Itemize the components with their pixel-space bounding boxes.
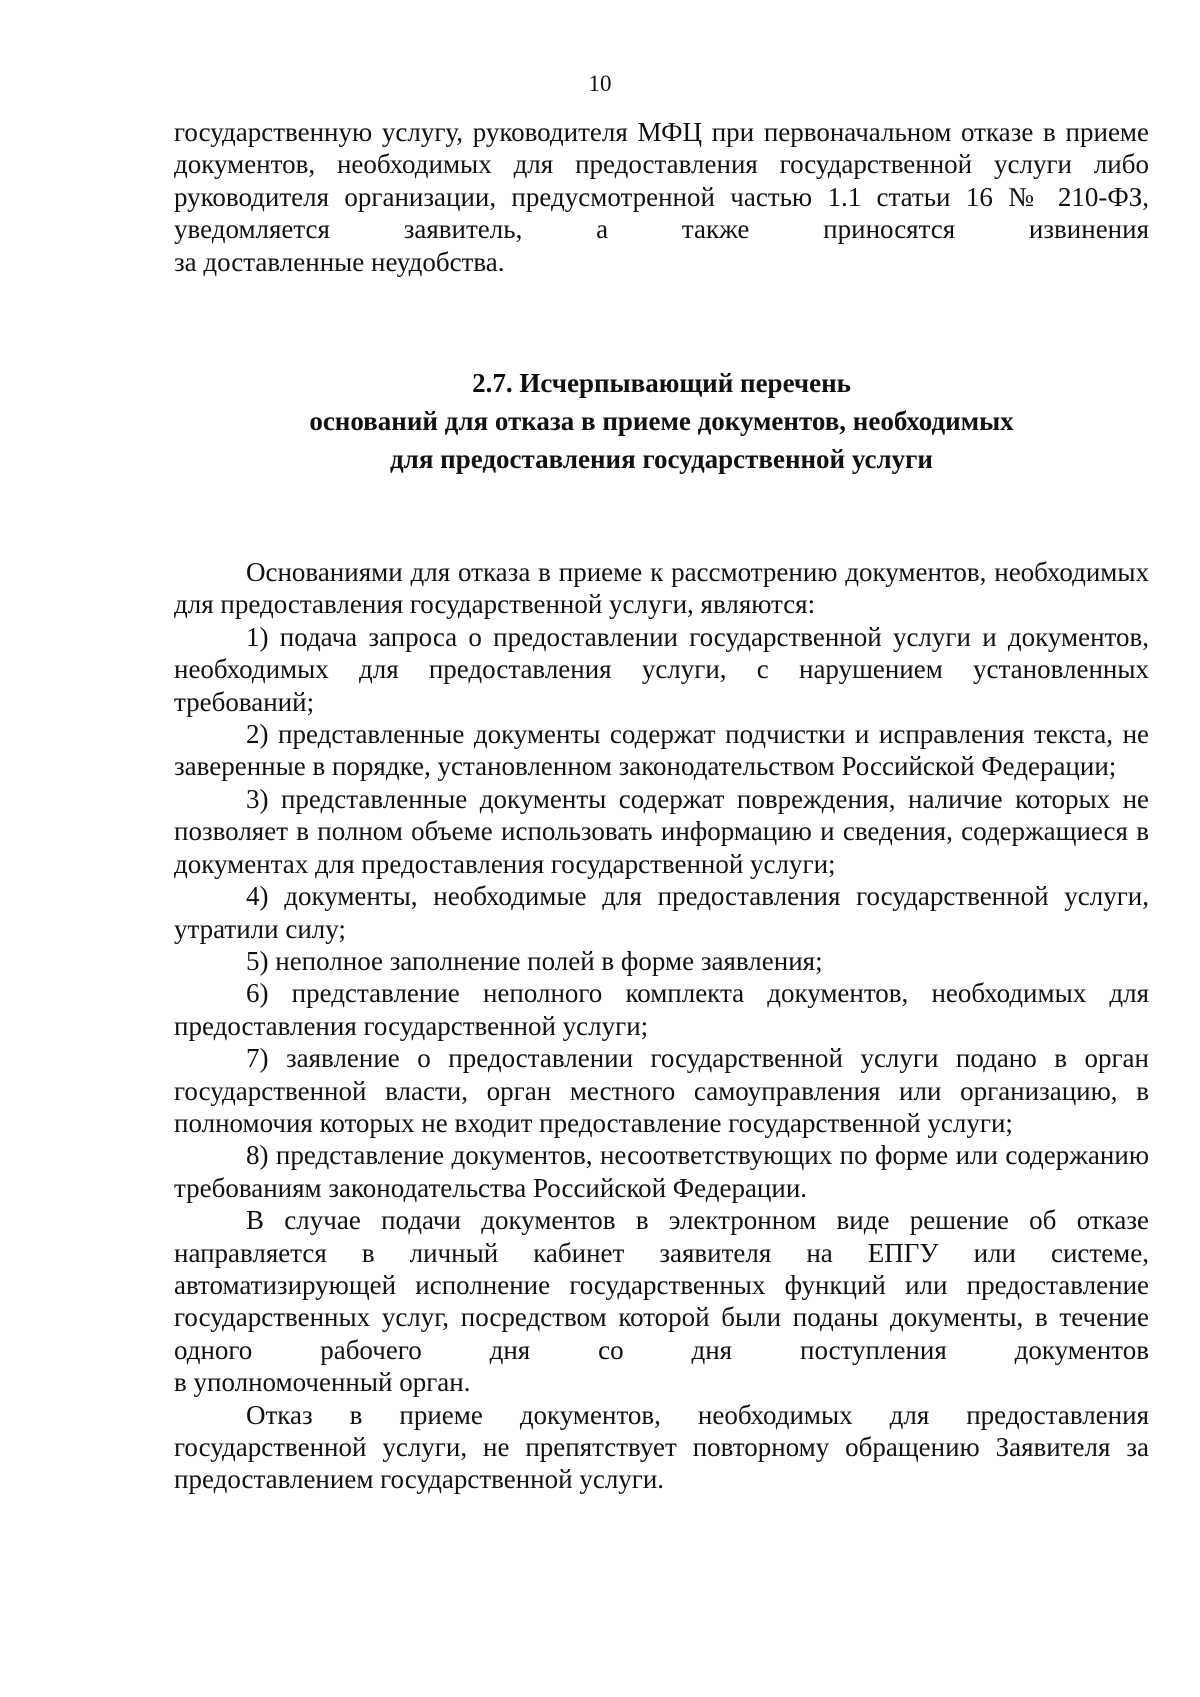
list-item-2: 2) представленные документы содержат подчистки и исправления текста, не заверенные в порядке, установленном законодательством Российской Федерации; (174, 719, 1149, 782)
section-heading-line-2: оснований для отказа в приеме документов, необходимых (309, 406, 1014, 437)
intro-paragraph-tail: за доставленные неудобства. (174, 246, 505, 277)
list-item-6: 6) представление неполного комплекта документов, необходимых для предоставления государственной услуги; (174, 978, 1149, 1041)
list-item-5: 5) неполное заполнение полей в форме заявления; (246, 945, 823, 976)
list-item-7: 7) заявление о предоставлении государственной услуги подано в орган государственной власти, орган местного самоуправления или организацию, в полномочия которых не входит предоставление государственной услуги; (174, 1043, 1149, 1138)
section-heading-line-3: для предоставления государственной услуги (390, 444, 933, 475)
list-item-1: 1) подача запроса о предоставлении государственной услуги и документов, необходимых для предоставления услуги, с нарушением установленных требований; (174, 621, 1149, 717)
section-heading (174, 364, 1149, 478)
intro-paragraph-text: государственную услугу, руководителя МФЦ при первоначальном отказе в приеме документов, необходимых для предоставления государственной услуги либо руководителя организации, предусмотренной частью 1.1 статьи 16 № 210-ФЗ, уведомляется заявитель, а также приносятся извинения (174, 117, 1149, 245)
document-body (174, 116, 1149, 1496)
paragraph-electronic-refusal: В случае подачи документов в электронном виде решение об отказе направляется в личный кабинет заявителя на ЕПГУ или системе, автоматизирующей исполнение государственных функций или предоставление государственных услуг, посредством которой были поданы документы, в течение одного рабочего дня со дня поступления документов (174, 1205, 1149, 1365)
paragraph-grounds-intro: Основаниями для отказа в приеме к рассмотрению документов, необходимых для предоставления государственной услуги, являются: (174, 557, 1149, 620)
list-item-3: 3) представленные документы содержат повреждения, наличие которых не позволяет в полном объеме использовать информацию и сведения, содержащиеся в документах для предоставления государственной услуги; (174, 783, 1149, 879)
paragraph-repeat-request: Отказ в приеме документов, необходимых для предоставления государственной услуги, не препятствует повторному обращению Заявителя за предоставлением государственной услуги. (174, 1399, 1149, 1495)
section-heading-line-1: 2.7. Исчерпывающий перечень (472, 368, 851, 399)
page-number: 10 (588, 71, 612, 96)
paragraph-electronic-refusal-tail: в уполномоченный орган. (174, 1367, 471, 1398)
list-item-8: 8) представление документов, несоответствующих по форме или содержанию требованиям законодательства Российской Федерации. (174, 1140, 1149, 1203)
list-item-4: 4) документы, необходимые для предоставления государственной услуги, утратили силу; (174, 881, 1149, 944)
